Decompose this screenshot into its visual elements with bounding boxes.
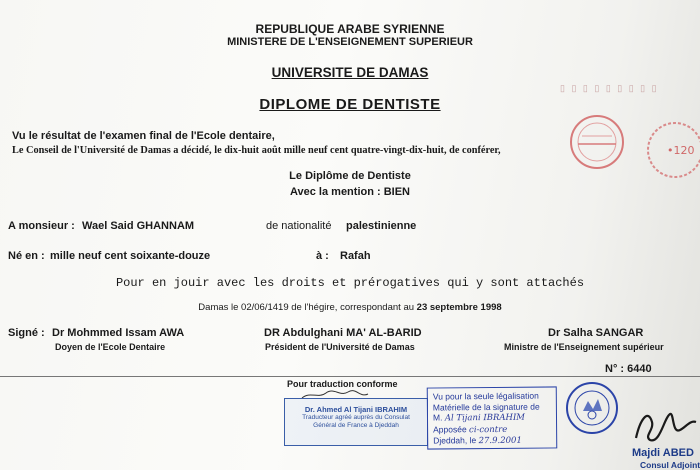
- monsieur-value: Wael Said GHANNAM: [82, 220, 195, 232]
- legal-line-4-hand: ci-contre: [468, 424, 508, 435]
- legal-line-3-hand: Al Tijani IBRAHIM: [444, 412, 526, 424]
- mention-value: BIEN: [383, 186, 410, 198]
- signature-1-title: Doyen de l'Ecole Dentaire: [55, 342, 166, 352]
- monsieur-label: A monsieur :: [8, 220, 75, 232]
- signature-3-name: Dr Salha SANGAR: [548, 327, 644, 339]
- translator-stamp: [284, 398, 428, 446]
- nationality-value: palestinienne: [346, 220, 417, 232]
- nationality-label: de nationalité: [266, 220, 332, 232]
- red-fee-stamp-icon: [645, 120, 700, 180]
- place-label: à :: [316, 250, 329, 262]
- date-line-value: 23 septembre 1998: [416, 302, 502, 313]
- signature-2-name: DR Abdulghani MA' AL-BARID: [264, 327, 422, 339]
- legal-line-3-prefix: M.: [432, 412, 443, 423]
- legal-line-4-prefix: Apposée: [433, 423, 467, 435]
- footer-divider: [0, 376, 700, 377]
- legal-line-2: Matérielle de la signature de: [432, 401, 540, 413]
- legalisation-stamp: [427, 386, 558, 449]
- date-line-prefix: Damas le 02/06/1419 de l'hégire, correspondant au: [198, 302, 415, 313]
- legal-line-3: [433, 411, 551, 424]
- consul-signature-icon: [630, 400, 700, 450]
- consul-title: Consul Adjoint: [640, 460, 700, 470]
- svg-text:•120: •120: [667, 144, 695, 157]
- university-title: UNIVERSITE DE DAMAS: [271, 65, 429, 80]
- born-label: Né en :: [8, 250, 45, 262]
- translator-stamp-name: Dr. Ahmed Al Tijani IBRAHIM: [304, 405, 408, 414]
- signature-3-title: Ministre de l'Enseignement supérieur: [504, 342, 664, 352]
- mention-label: Avec la mention :: [289, 186, 381, 198]
- legal-line-5-hand: 27.9.2001: [478, 435, 522, 447]
- date-line: [0, 302, 700, 313]
- header-republic: REPUBLIQUE ARABE SYRIENNE: [255, 22, 445, 36]
- diploma-number: N° : 6440: [605, 363, 652, 375]
- legal-line-5-prefix: Djeddah, le: [433, 435, 477, 446]
- legal-line-5: [433, 434, 551, 447]
- signature-2-title: Président de l'Université de Damas: [265, 342, 415, 352]
- red-seal-icon: [568, 113, 626, 171]
- body-line-council: Le Conseil de l'Université de Damas a décidé, le dix-huit août mille neuf cent quatre-vingt-dix-huit, de conférer,: [12, 145, 501, 156]
- consulate-seal-icon: [565, 381, 619, 435]
- legal-line-1: Vu pour la seule légalisation: [432, 390, 539, 402]
- translator-stamp-line2: Général de France à Djeddah: [313, 422, 399, 429]
- translator-stamp-line1: Traducteur agréé auprès du Consulat: [302, 414, 410, 421]
- born-value: mille neuf cent soixante-douze: [50, 250, 211, 262]
- place-value: Rafah: [340, 250, 371, 262]
- signe-label: Signé :: [8, 327, 45, 339]
- diploma-name: Le Diplôme de Dentiste: [289, 170, 411, 182]
- consul-name: Majdi ABED: [632, 447, 694, 459]
- rights-line: Pour en jouir avec les droits et prérogatives qui y sont attachés: [115, 276, 585, 290]
- body-line-exam: Vu le résultat de l'examen final de l'Ecole dentaire,: [12, 130, 275, 142]
- header-ministry: MINISTERE DE L'ENSEIGNEMENT SUPERIEUR: [227, 36, 473, 48]
- mention-line: [240, 186, 460, 198]
- faint-red-marks: ▯ ▯ ▯ ▯ ▯ ▯ ▯ ▯ ▯: [560, 83, 659, 93]
- legal-line-4: [433, 423, 551, 436]
- translation-label: Pour traduction conforme: [287, 379, 398, 389]
- signature-1-name: Dr Mohmmed Issam AWA: [52, 327, 185, 339]
- diploma-title: DIPLOME DE DENTISTE: [259, 96, 441, 113]
